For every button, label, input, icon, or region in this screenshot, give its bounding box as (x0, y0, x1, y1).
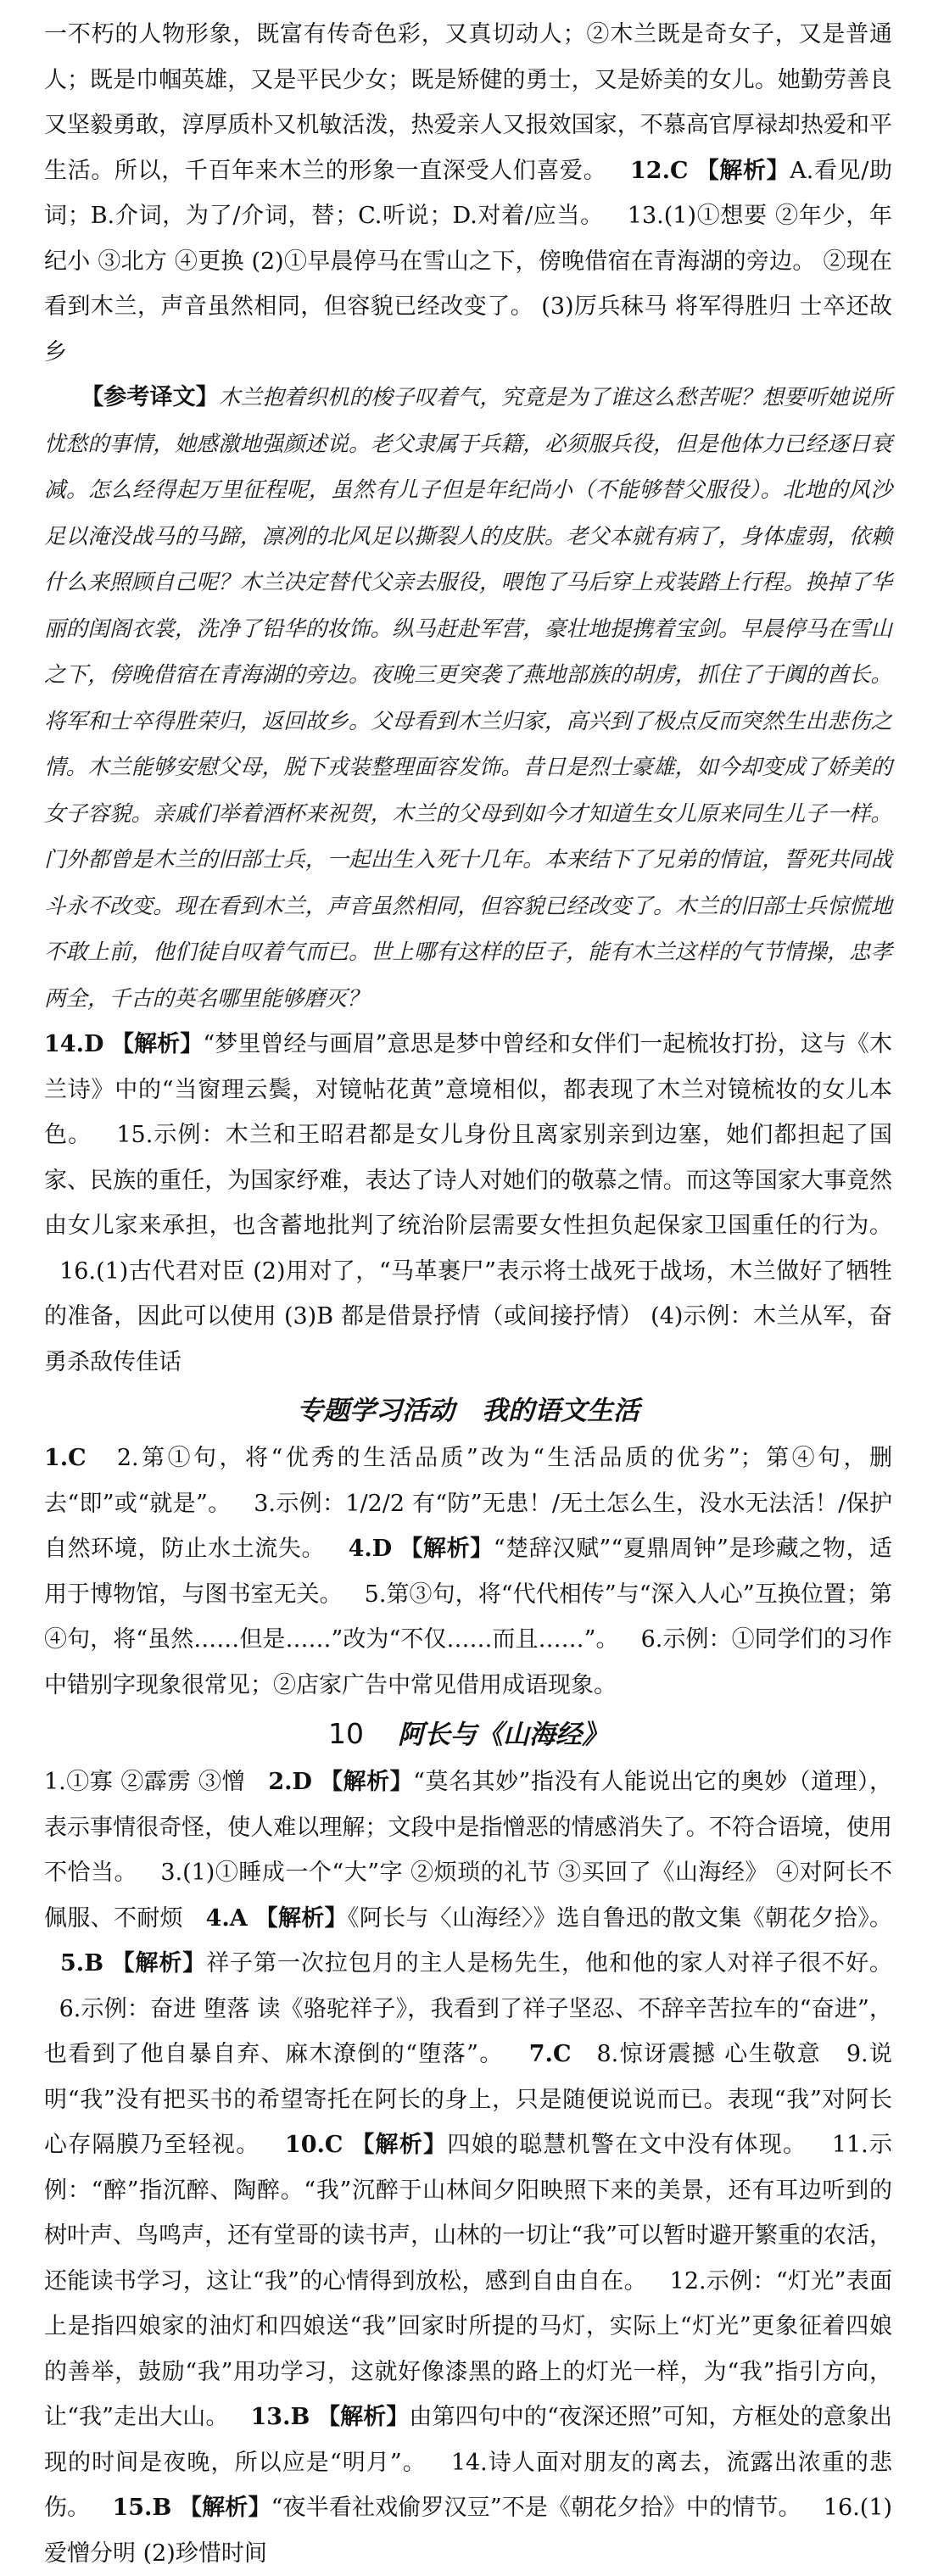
lesson-number: 10 (328, 1717, 364, 1750)
lesson-heading (44, 1709, 892, 1759)
q14-analysis: “梦里曾经与画眉”意思是梦中曾经和女伴们一起梳妆打扮，这与《木兰诗》中的“当窗理云鬓，对镜帖花黄”意境相似，都表现了木兰对镜梳妆的女儿本色。 (44, 1031, 892, 1148)
l-q13-answer: 13.B (250, 2404, 310, 2430)
act-q4-answer: 4.D (348, 1536, 393, 1562)
answer-page (44, 12, 892, 2576)
q14-answer: 14.D (44, 1031, 104, 1057)
l-q9-answer: 9.说明“我”没有把买书的希望寄托在阿长的身上，只是随便说说而已。表现“我”对阿长心存隔膜乃至轻视。 (44, 2041, 893, 2158)
q14-analysis-tag: 【解析】 (111, 1031, 204, 1057)
q12-answer: 12.C (630, 157, 689, 184)
mulan-answers (44, 12, 892, 375)
l-q12-answer: 12.示例：“灯光”表面上是指四娘家的油灯和四娘送“我”回家时所提的马灯，实际上“灯光”更象征着四娘的善举，鼓励“我”用功学习，这就好像漆黑的路上的灯光一样，为“我”指引方向，让“我”走出大山。 (44, 2267, 893, 2430)
l-q5-analysis: 祥子第一次拉包月的主人是杨先生，他和他的家人对祥子很不好。 (206, 1950, 893, 1977)
l-q7-answer: 7.C (528, 2041, 572, 2067)
activity-heading (44, 1386, 892, 1436)
act-q3-answer: 3.示例：1/2/2 有“防”无患！/无土怎么生，没水无法活！/保护自然环境，防止水土流失。 (44, 1490, 893, 1562)
l-q15-answer: 15.B (112, 2495, 172, 2521)
l-q8-answer: 8.惊讶震撼 心生敬意 (596, 2041, 821, 2067)
l-q4-analysis: 《阿长与〈山海经〉》选自鲁迅的散文集《朝花夕拾》。 (347, 1904, 893, 1932)
l-q3-answer: 3.(1)①睡成一个“大”字 ②烦琐的礼节 ③买回了《山海经》 ④对阿长不佩服、不耐烦 (44, 1860, 893, 1932)
act-q1-answer: 1.C (44, 1445, 87, 1471)
act-q2-answer: 2.第①句，将“优秀的生活品质”改为“生活品质的优劣”；第④句，删去“即”或“就是”。 (44, 1445, 892, 1517)
l-q4-answer: 4.A (205, 1904, 248, 1932)
act-q4-analysis-tag: 【解析】 (399, 1536, 494, 1562)
l-q13-analysis-tag: 【解析】 (317, 2404, 410, 2430)
l-q2-answer: 2.D (268, 1769, 312, 1795)
l-q5-analysis-tag: 【解析】 (111, 1950, 207, 1977)
act-q5-answer: 5.第③句，将“代代相传”与“深入人心”互换位置；第④句，将“虽然……但是……”改为“不仅……而且……”。 (44, 1581, 893, 1653)
mulan-intro: 一不朽的人物形象，既富有传奇色彩，又真切动人；②木兰既是奇女子，又是普通人；既是巾帼英雄，又是平民少女；既是矫健的勇士，又是娇美的女儿。她勤劳善良又坚毅勇敢，淳厚质朴又机敏活泼，热爱亲人又报效国家，不慕高官厚禄却热爱和平生活。所以，千百年来木兰的形象一直深受人们喜爱。 (44, 21, 892, 184)
activity-title-left: 专题学习活动 (297, 1396, 455, 1426)
l-q11-answer: 11.示例：“醉”指沉醉、陶醉。“我”沉醉于山林间夕阳映照下来的美景，还有耳边听到的树叶声、鸟鸣声，还有堂哥的读书声，山林的一切让“我”可以暂时避开繁重的农活，还能读书学习，这让“我”的心情得到放松，感到自由自在。 (44, 2132, 893, 2294)
lesson-title: 阿长与《山海经》 (398, 1720, 608, 1750)
l-q1-answer: 1.①寡 ②霹雳 ③憎 (44, 1769, 246, 1795)
q15-answer: 15.示例：木兰和王昭君都是女儿身份且离家别亲到边塞，她们都担起了国家、民族的重任，为国家纾难，表达了诗人对她们的敬慕之情。而这等国家大事竟然由女儿家来承担，也含蓄地批判了统治阶层需要女性担负起保家卫国重任的行为。 (44, 1122, 892, 1239)
q12-analysis-tag: 【解析】 (695, 157, 790, 184)
l-q5-answer: 5.B (60, 1950, 104, 1977)
l-q16-answer: 16.(1)爱憎分明 (2)珍惜时间 (44, 2495, 893, 2567)
activity-title-right: 我的语文生活 (482, 1396, 639, 1426)
l-q10-analysis-tag: 【解析】 (351, 2132, 448, 2158)
mulan-answers-2 (44, 1022, 892, 1385)
q12-analysis: A.看见/助词；B.介词，为了/介词，替；C.听说；D.对着/应当。 (44, 157, 893, 229)
l-q13-analysis: 由第四句中的“夜深还照”可知，方框处的意象出现的时间是夜晚，所以应是“明月”。 (44, 2404, 893, 2476)
l-q6-answer: 6.示例：奋进 堕落 读《骆驼祥子》，我看到了祥子坚忍、不辞辛苦拉车的“奋进”，也看到了他自暴自弃、麻木潦倒的“堕落”。 (44, 1995, 893, 2067)
l-q14-answer: 14.诗人面对朋友的离去，流露出浓重的悲伤。 (44, 2449, 892, 2521)
reference-translation (44, 375, 892, 1022)
l-q15-analysis-tag: 【解析】 (179, 2495, 271, 2521)
q16-answer: 16.(1)古代君对臣 (2)用对了，“马革裹尸”表示将士战死于战场，木兰做好了牺牲的准备，因此可以使用 (3)B 都是借景抒情（或间接抒情） (4)示例：木兰从军，奋勇杀敌传佳话 (44, 1257, 892, 1375)
act-q4-analysis: “楚辞汉赋”“夏鼎周钟”是珍藏之物，适用于博物馆，与图书室无关。 (44, 1536, 893, 1608)
act-q6-answer: 6.示例：①同学们的习作中错别字现象很常见；②店家广告中常见借用成语现象。 (44, 1626, 893, 1698)
l-q10-analysis: 四娘的聪慧机警在文中没有体现。 (447, 2132, 807, 2158)
activity-answers (44, 1436, 892, 1708)
translation-tag: 【参考译文】 (81, 384, 219, 410)
l-q4-analysis-tag: 【解析】 (254, 1904, 348, 1932)
lesson-answers (44, 1759, 892, 2576)
l-q2-analysis: “莫名其妙”指没有人能说出它的奥妙（道理），表示事情很奇怪，使人难以理解；文段中是指憎恶的情感消失了。不符合语境，使用不恰当。 (44, 1769, 893, 1886)
q13-answer: 13.(1)①想要 ②年少，年纪小 ③北方 ④更换 (2)①早晨停马在雪山之下，傍晚借宿在青海湖的旁边。 ②现在看到木兰，声音虽然相同，但容貌已经改变了。 (3)厉兵秣马 将军得胜归 士卒还故乡 (44, 203, 892, 365)
l-q10-answer: 10.C (284, 2132, 343, 2158)
l-q15-analysis: “夜半看社戏偷罗汉豆”不是《朝花夕拾》中的情节。 (271, 2495, 801, 2521)
translation-text: 木兰抱着织机的梭子叹着气，究竟是为了谁这么愁苦呢？想要听她说所忧愁的事情，她感激地强颜述说。老父隶属于兵籍，必须服兵役，但是他体力已经逐日衰减。怎么经得起万里征程呢，虽然有儿子但是年纪尚小（不能够替父服役）。北地的风沙足以淹没战马的马蹄，凛冽的北风足以撕裂人的皮肤。老父本就有病了，身体虚弱，依赖什么来照顾自己呢？木兰决定替代父亲去服役，喂饱了马后穿上戎装踏上行程。换掉了华丽的闺阁衣裳，洗净了铅华的妆饰。纵马赶赴军营，豪壮地提携着宝剑。早晨停马在雪山之下，傍晚借宿在青海湖的旁边。夜晚三更突袭了燕地部族的胡虏，抓住了于阗的酋长。将军和士卒得胜荣归，返回故乡。父母看到木兰归家，高兴到了极点反而突然生出悲伤之情。木兰能够安慰父母，脱下戎装整理面容发饰。昔日是烈士豪雄，如今却变成了娇美的女子容貌。亲戚们举着酒杯来祝贺，木兰的父母到如今才知道生女儿原来同生儿子一样。门外都曾是木兰的旧部士兵，一起出生入死十几年。本来结下了兄弟的情谊，誓死共同战斗永不改变。现在看到木兰，声音虽然相同，但容貌已经改变了。木兰的旧部士兵惊慌地不敢上前，他们徒自叹着气而已。世上哪有这样的臣子，能有木兰这样的气节情操，忠孝两全，千古的英名哪里能够磨灭？ (44, 385, 892, 1012)
l-q2-analysis-tag: 【解析】 (320, 1769, 414, 1795)
